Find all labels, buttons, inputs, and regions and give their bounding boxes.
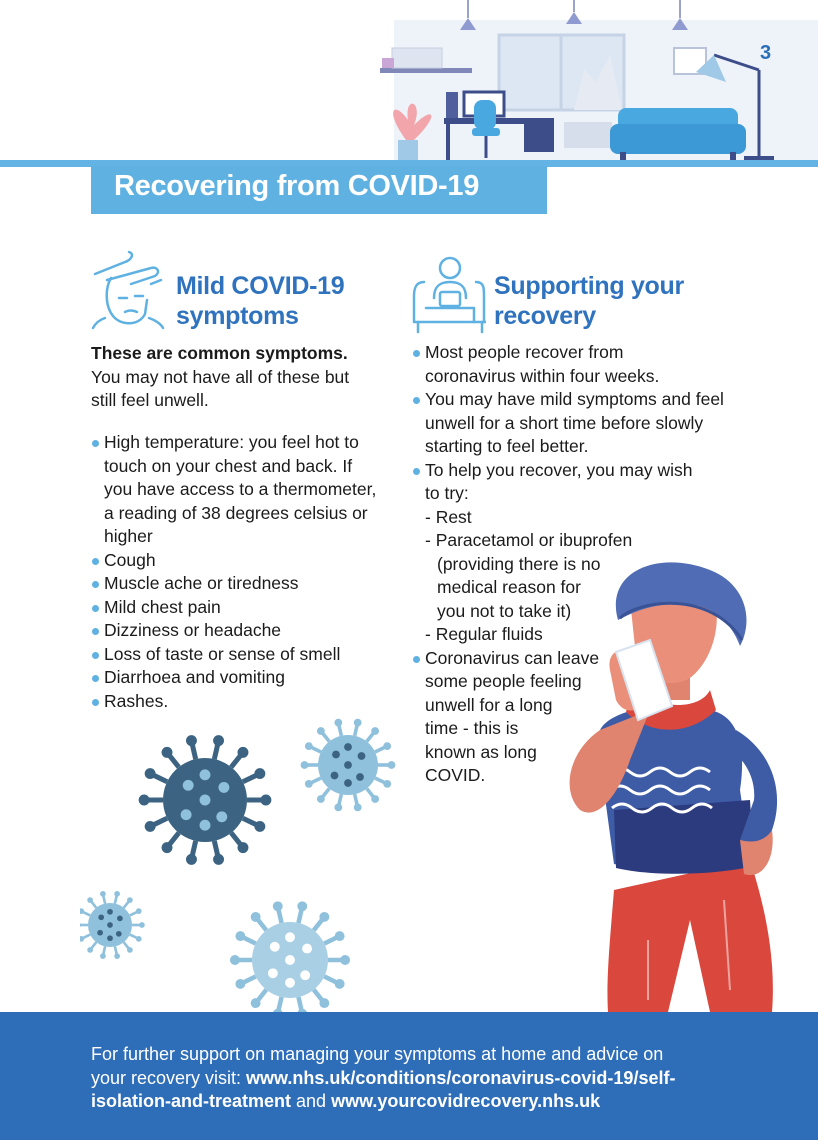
list-item: Mild chest pain: [91, 596, 391, 620]
footer-text: For further support on managing your symptoms at home and advice on your recovery visit: www.nhs.uk/conditions/coronavirus-covid-19/self- isolation-and-treatment and www.yourcovidrecovery.nhs.uk: [91, 1044, 676, 1111]
list-item: High temperature: you feel hot to touch on your chest and back. If you have access to a thermometer, a reading of 38 degrees celsius or higher: [91, 431, 391, 549]
try-item-rest: - Rest: [425, 506, 472, 527]
page-title: Recovering from COVID-19: [114, 170, 480, 202]
virus-small-light: [301, 719, 396, 812]
virus-tiny-light: [80, 891, 145, 959]
list-item: Cough: [91, 549, 391, 573]
try-item-fluids: - Regular fluids: [425, 624, 543, 644]
list-item: Diarrhoea and vomiting: [91, 666, 391, 690]
nhs-covid-link[interactable]: www.nhs.uk/conditions/coronavirus-covid-19/self-: [246, 1067, 676, 1088]
supporting-recovery-heading: Supporting your recovery: [494, 272, 684, 330]
symptoms-list: [91, 431, 391, 713]
covid-recovery-link[interactable]: www.yourcovidrecovery.nhs.uk: [331, 1091, 601, 1111]
symptoms-intro: These are common symptoms. You may not have all of these but still feel unwell.: [91, 343, 350, 410]
list-item: Loss of taste or sense of smell: [91, 643, 391, 667]
person-with-laptop-icon: [410, 252, 486, 334]
list-item: To help you recover, you may wish to try: - Rest - Paracetamol or ibuprofen (providing there is no medical reason for you not to take it) - Regular fluids: [412, 459, 752, 647]
list-item: You may have mild symptoms and feel unwell for a short time before slowly starting to feel better.: [412, 388, 752, 459]
virus-large-light: [230, 901, 350, 1015]
virus-large-dark: [139, 735, 272, 865]
list-item: Muscle ache or tiredness: [91, 572, 391, 596]
page-number: 3: [760, 42, 772, 64]
virus-illustrations: [80, 715, 400, 1015]
list-item: Most people recover from coronavirus within four weeks.: [412, 341, 752, 388]
recovery-list: [412, 341, 752, 788]
head-feeling-unwell-icon: [91, 248, 167, 330]
mild-symptoms-heading: Mild COVID-19 symptoms: [176, 272, 345, 330]
list-item: Dizziness or headache: [91, 619, 391, 643]
room-illustration: [374, 0, 818, 165]
list-item: Coronavirus can leave some people feeling unwell for a long time - this is known as long COVID.: [412, 647, 752, 788]
nhs-covid-link-cont[interactable]: isolation-and-treatment: [91, 1091, 292, 1111]
try-item-paracetamol: - Paracetamol or ibuprofen: [425, 530, 633, 550]
list-item: Rashes.: [91, 690, 391, 714]
